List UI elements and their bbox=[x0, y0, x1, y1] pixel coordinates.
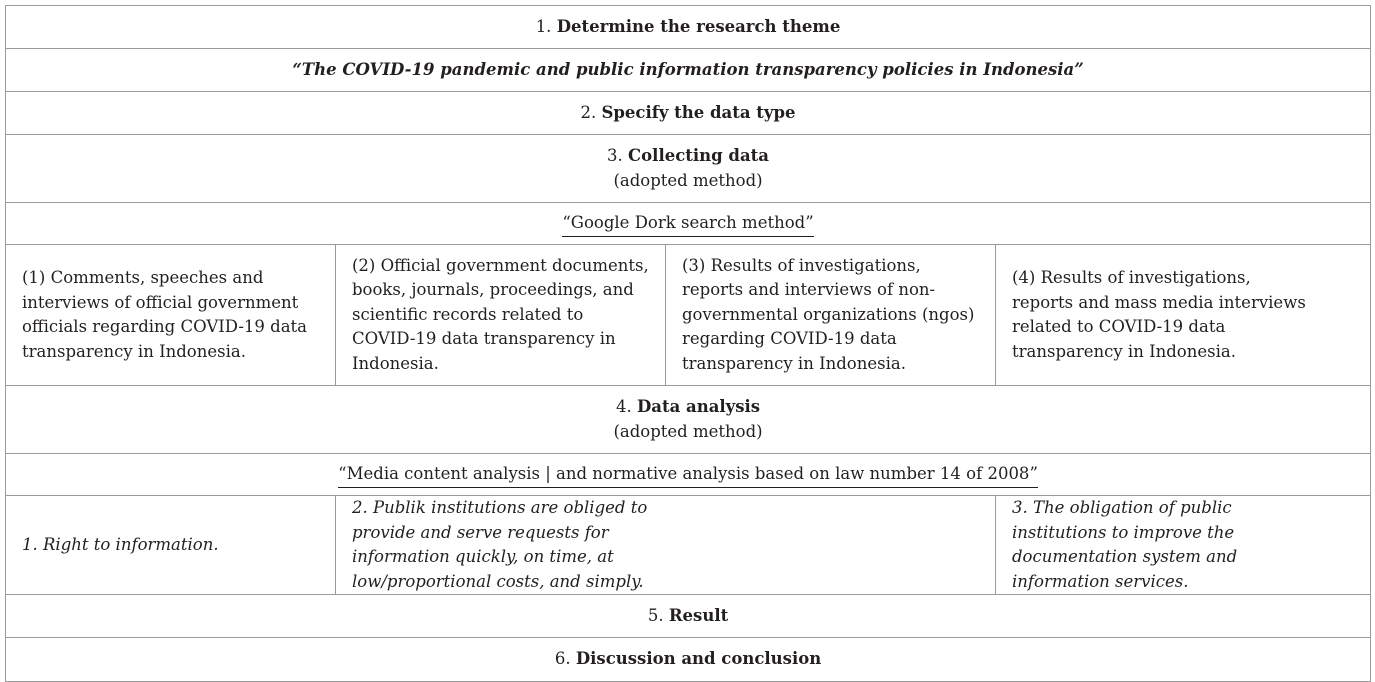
analysis-method-cell bbox=[6, 454, 1371, 496]
step2-cell bbox=[6, 92, 1371, 135]
row-step2 bbox=[6, 92, 1371, 135]
collect-method-open-quote: “ bbox=[562, 212, 571, 232]
step3-title: Collecting data bbox=[628, 146, 769, 165]
row-principles bbox=[6, 496, 1371, 595]
row-analysis-method bbox=[6, 454, 1371, 496]
data-source-3: (3) Results of investigations, reports and interviews of non-governmental organizations (ngos) regarding COVID-19 data transparency in Indonesia. bbox=[666, 245, 996, 386]
collect-method-text: Google Dork search method bbox=[570, 212, 806, 232]
analysis-method-open-quote: “ bbox=[338, 463, 347, 483]
step6-cell bbox=[6, 638, 1371, 682]
step6-title: Discussion and conclusion bbox=[575, 649, 822, 669]
data-source-1: (1) Comments, speeches and interviews of official government officials regarding COVID-19 data transparency in Indonesia. bbox=[6, 245, 336, 386]
step4-number: 4. bbox=[615, 397, 632, 416]
step1-title: Determine the research theme bbox=[556, 16, 841, 36]
step4-cell bbox=[6, 386, 1371, 454]
research-flow-diagram bbox=[5, 5, 1370, 676]
step1-number: 1. bbox=[535, 16, 552, 36]
step5-cell bbox=[6, 595, 1371, 638]
analysis-method-underline bbox=[338, 463, 1038, 488]
step4-subtitle: (adopted method) bbox=[613, 421, 763, 441]
analysis-method-close-quote: ” bbox=[1029, 463, 1038, 483]
step1-cell bbox=[6, 6, 1371, 49]
row-step3 bbox=[6, 135, 1371, 203]
step2-number: 2. bbox=[580, 102, 597, 122]
step4-title: Data analysis bbox=[636, 397, 761, 416]
theme-cell bbox=[6, 49, 1371, 92]
step3-number: 3. bbox=[607, 146, 623, 165]
analysis-method-text: Media content analysis | and normative analysis based on law number 14 of 2008 bbox=[346, 463, 1030, 483]
row-step4 bbox=[6, 386, 1371, 454]
row-collect-method bbox=[6, 203, 1371, 245]
step3-cell bbox=[6, 135, 1371, 203]
collect-method-close-quote: ” bbox=[805, 212, 814, 232]
principle-3: 3. The obligation of public institutions to improve the documentation system and information services. bbox=[996, 496, 1371, 595]
step5-number: 5. bbox=[647, 605, 664, 625]
principle-2: 2. Publik institutions are obliged to provide and serve requests for information quickly, on time, at low/proportional costs, and simply. bbox=[336, 496, 996, 595]
step2-title: Specify the data type bbox=[601, 102, 796, 122]
row-step5 bbox=[6, 595, 1371, 638]
row-data-sources bbox=[6, 245, 1371, 386]
step5-title: Result bbox=[668, 605, 729, 625]
row-theme bbox=[6, 49, 1371, 92]
research-theme: “The COVID-19 pandemic and public information transparency policies in Indonesia” bbox=[292, 59, 1084, 79]
principle-1: 1. Right to information. bbox=[6, 496, 336, 595]
collect-method-underline bbox=[562, 212, 813, 237]
research-flow-table bbox=[5, 5, 1371, 682]
data-source-2: (2) Official government documents, books, journals, proceedings, and scientific records related to COVID-19 data transparency in Indonesia. bbox=[336, 245, 666, 386]
step3-subtitle: (adopted method) bbox=[613, 170, 763, 190]
data-source-4: (4) Results of investigations, reports and mass media interviews related to COVID-19 data transparency in Indonesia. bbox=[996, 245, 1371, 386]
step6-number: 6. bbox=[554, 649, 571, 669]
row-step1 bbox=[6, 6, 1371, 49]
row-step6 bbox=[6, 638, 1371, 682]
collect-method-cell bbox=[6, 203, 1371, 245]
